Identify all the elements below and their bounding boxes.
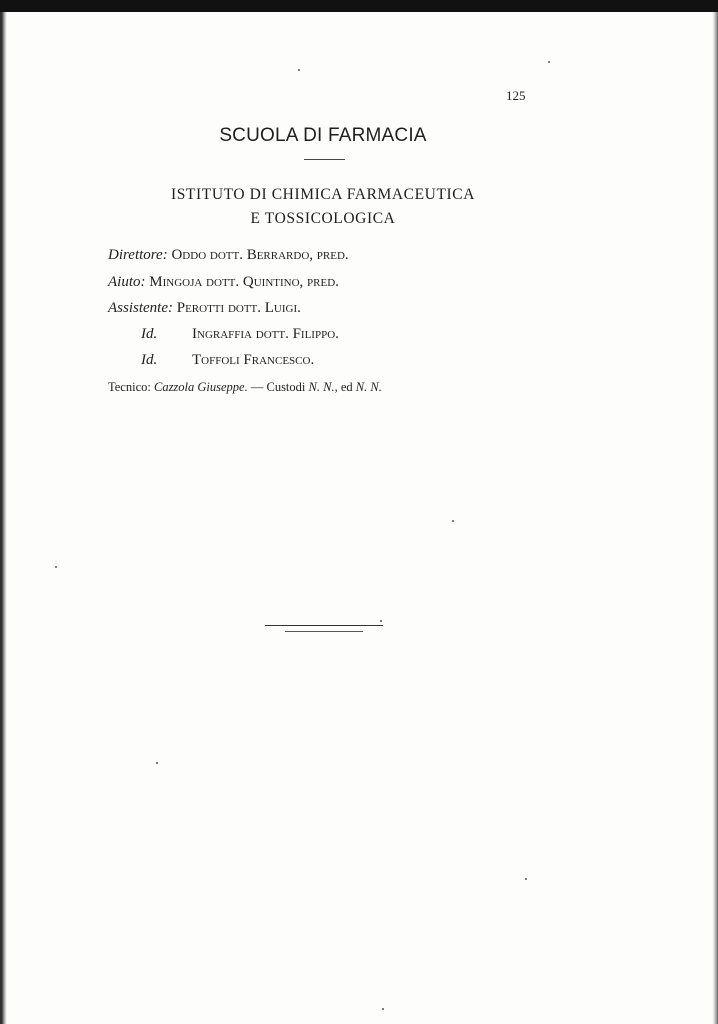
staff-name: Perotti dott. Luigi. (176, 300, 301, 316)
staff-role: Assistente: (108, 300, 173, 316)
page-title: SCUOLA DI FARMACIA (219, 125, 427, 146)
staff-row-director (108, 247, 349, 264)
scan-top-border (0, 0, 718, 12)
staff-row-assistente (108, 300, 301, 317)
scan-speck (382, 1008, 384, 1010)
institute-name-line2: E TOSSICOLOGICA (250, 210, 396, 227)
tecnico-custodi-line (108, 380, 382, 395)
tecnico-label: Tecnico: (108, 380, 151, 394)
scan-speck (380, 620, 382, 622)
scan-speck (525, 878, 527, 880)
scan-right-edge (712, 12, 718, 1024)
staff-row-aiuto (108, 274, 339, 291)
end-rule-top (265, 625, 383, 626)
scan-speck (55, 566, 57, 568)
custodi-name: N. N. (308, 380, 335, 394)
staff-role: Direttore: (108, 247, 168, 263)
institute-name-line1: ISTITUTO DI CHIMICA FARMACEUTICA (170, 186, 476, 203)
custodi-separator: , ed (334, 380, 353, 394)
custodi-name: N. N. (355, 380, 382, 394)
custodi-label: — Custodi (250, 380, 306, 394)
staff-role-id: Id. (141, 352, 158, 368)
staff-name: Ingraffia dott. Filippo. (192, 326, 339, 342)
staff-role-id: Id. (141, 326, 158, 342)
scan-speck (298, 69, 300, 71)
staff-name: Mingoja dott. Quintino, pred. (149, 274, 339, 290)
staff-name: Oddo dott. Berrardo, pred. (171, 247, 349, 263)
end-rule-bottom (285, 631, 363, 632)
scan-speck (548, 61, 550, 63)
staff-name: Toffoli Francesco. (192, 352, 315, 368)
scan-speck (452, 520, 454, 522)
staff-role: Aiuto: (108, 274, 146, 290)
scan-left-edge (0, 12, 7, 1024)
scan-speck (156, 762, 158, 764)
page-number: 125 (506, 88, 526, 103)
tecnico-name: Cazzola Giuseppe. (153, 380, 248, 394)
title-rule (304, 159, 345, 160)
